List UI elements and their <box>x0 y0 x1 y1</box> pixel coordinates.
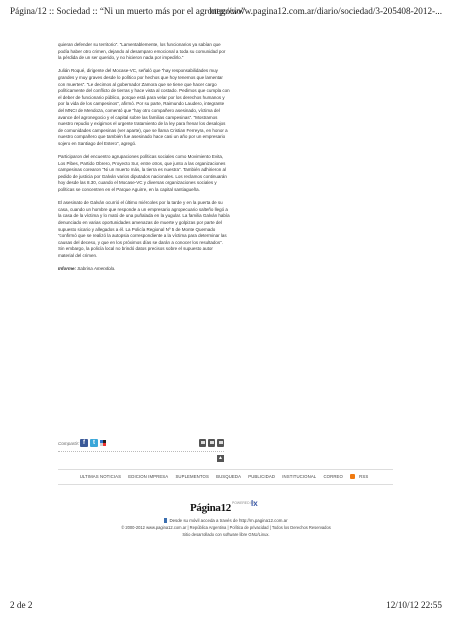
facebook-icon[interactable]: f <box>80 439 88 447</box>
page-number: 2 de 2 <box>10 600 33 610</box>
footer-link-busqueda[interactable]: BUSQUEDA <box>216 474 242 479</box>
article-body <box>58 42 230 279</box>
author-name: Sabrina Amendola. <box>77 266 116 272</box>
copyright-line: © 2000-2012 www.pagina12.com.ar | República Argentina | Política de privacidad | Todos los Derechos Reservados <box>121 525 331 530</box>
footer-link-correo[interactable]: CORREO <box>323 474 343 479</box>
article-author <box>58 266 230 273</box>
share-divider <box>58 451 224 452</box>
text-size-icon[interactable] <box>217 439 224 447</box>
delicious-icon[interactable] <box>100 439 109 447</box>
partner-logo[interactable]: lx <box>251 499 258 508</box>
author-label: Informe: <box>58 266 76 272</box>
footer-link-publicidad[interactable]: PUBLICIDAD <box>248 474 276 479</box>
pagina12-logo: Página12 <box>190 502 231 514</box>
article-paragraph: Participaron del encuentro agrupaciones políticas sociales como Movimiento Evita, Los Pibes, Partido Obrero, Proyecto Sur, entre otros, que junto a las organizaciones campesinas corearon “Ni un muerto más, la tierra es nuestra”. También adhirieron al pedido de justicia por Galván varios diputados nacionales. Los reclamos continuarán hoy desde las 8.30, cuando el Mocase-VC y diversas organizaciones sociales y políticas se concentren en el Parque Aguirre, en la capital santiagueña. <box>58 154 227 193</box>
footer-link-institucional[interactable]: INSTITUCIONAL <box>282 474 317 479</box>
phone-icon <box>164 518 167 523</box>
site-logo[interactable] <box>190 498 270 514</box>
footer-info <box>120 517 332 538</box>
footer-link-rss[interactable] <box>350 474 371 479</box>
powered-by-label: POWERED BY <box>232 501 255 505</box>
software-line: Sitio desarrollado con software libre GNU/Linux. <box>182 532 270 537</box>
email-icon[interactable] <box>199 439 206 447</box>
twitter-icon[interactable]: t <box>90 439 98 447</box>
footer-link-edicion-impresa[interactable]: EDICION IMPRESA <box>128 474 169 479</box>
print-header <box>0 6 452 20</box>
print-datetime: 12/10/12 22:55 <box>386 600 442 610</box>
article-paragraph: El asesinato de Galván ocurrió el último miércoles por la tarde y en la puerta de su casa, cuando un hombre que responde a un empresario agropecuario salteño llegó a la casa de la víctima y lo mató de una puñalada en la yugular. La familia Galván había denunciado en varias oportunidades amenazas de muerte y golpizas por parte del supuesto sicario y allegados a él. La Policía Regional Nº 5 de Monte Quemado “confirmó que se realizó la autopsia correspondiente a la víctima para determinar las causas del deceso, y que en los próximos días se darán a conocer los resultados”. Sin embargo, la policía local no brindó datos precisos sobre el supuesto autor material del crimen. <box>58 200 230 258</box>
article-paragraph: quieran defender su territorio”. “Lamentablemente, los funcionarios ya sabían que podía haber otro crimen, dejando al desamparo emocional a toda su comunidad por la pérdida de un ser querido, y no hicieron nada por impedirlo.” <box>58 42 226 61</box>
rss-icon <box>350 474 355 479</box>
footer-link-suplementos[interactable]: SUPLEMENTOS <box>175 474 209 479</box>
footer-link-ultimas-noticias[interactable]: ULTIMAS NOTICIAS <box>79 474 122 479</box>
share-label: Compartir: <box>58 441 80 446</box>
print-page-title: Página/12 :: Sociedad :: “Ni un muerto más por el agronegocio” <box>10 6 246 16</box>
footer-divider <box>58 484 393 485</box>
footer-divider <box>58 469 393 470</box>
mobile-access-line <box>120 517 332 524</box>
back-to-top-icon[interactable]: ▲ <box>218 455 223 461</box>
article-paragraph: Julián Roqué, dirigente del Mocase-VC, señaló que “hay responsabilidades muy grandes y muy graves desde lo político por hechos que hoy tenemos que lamentar con muertes”. “Le decimos al gobernador Zamora que se tiene que hacer cargo políticamente del conflicto de tierras y hace vista al costado. Pedimos que cumpla con el deber de funcionario público, porque está para velar por los derechos humanos y por la vida de los campesinos”, afirmó. Por su parte, Raimundo Laudero, integrante del MNCI de Mendoza, comentó que “hay otro compañero asesinado, víctima del avance del agronegocio y el capital sobre las familias campesinas”. “Mostramos nuestro repudio y exigimos el urgente tratamiento de la ley para frenar los desalojos de comunidades campesinas (ver aparte), que se llama Cristian Ferreyra, en honor a nuestro compañero que también fue asesinado hace casi un año por un empresario sojero en Santiago del Estero”, agregó. <box>58 68 230 146</box>
print-footer <box>0 600 452 614</box>
footer-nav <box>58 474 393 484</box>
print-icon[interactable] <box>208 439 215 447</box>
mobile-access-text[interactable]: Desde su móvil acceda a través de http://m.pagina12.com.ar <box>169 518 288 523</box>
print-page-url[interactable]: http://www.pagina12.com.ar/diario/sociedad/3-205408-2012-... <box>209 6 442 16</box>
share-bar <box>58 438 224 450</box>
rss-label: RSS <box>359 474 369 479</box>
